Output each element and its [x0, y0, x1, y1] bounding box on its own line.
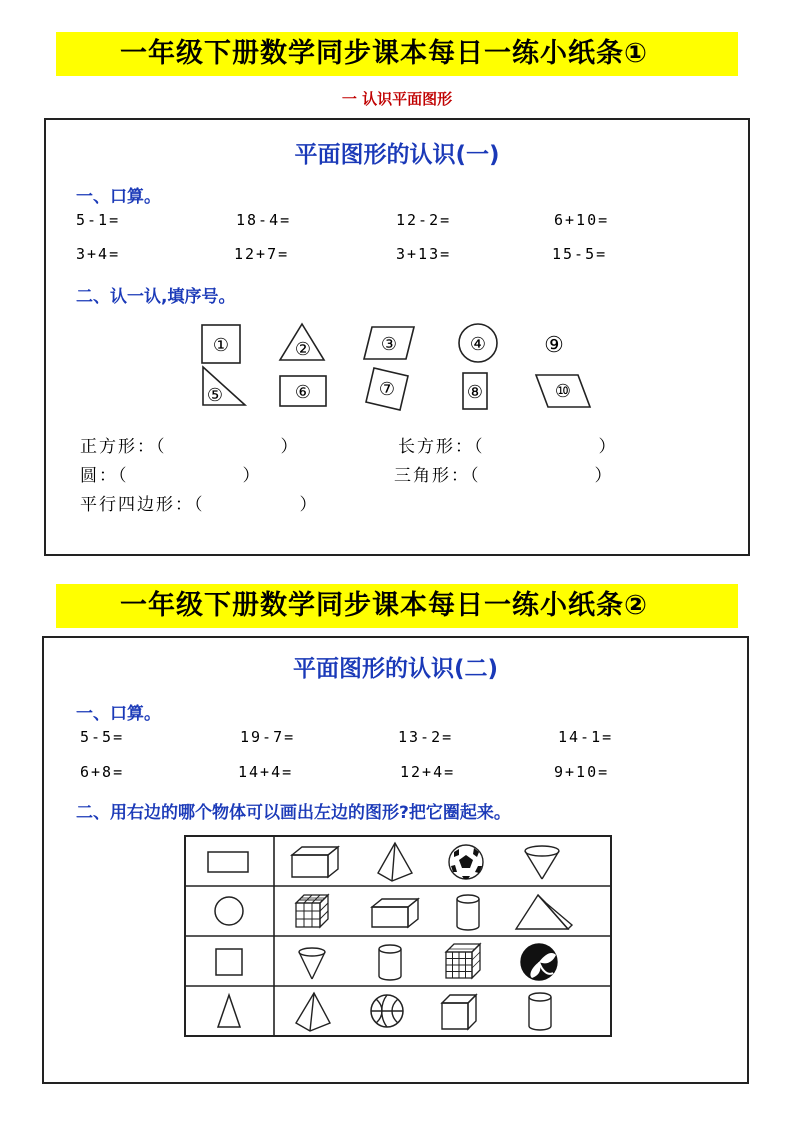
unit-title: 一 认识平面图形	[341, 90, 453, 108]
question-1-heading: 一、口算。	[76, 187, 161, 207]
circle-icon	[215, 897, 243, 925]
worksheet-1-title: 平面图形的认识(一)	[294, 142, 500, 168]
triangle-shape-2	[279, 322, 325, 362]
calc-item: 5-5=	[80, 728, 125, 746]
fill-rectangle: 长方形：（ ）	[398, 437, 618, 457]
rectangle-shape-6	[279, 375, 327, 407]
banner-sheet-2: 一年级下册数学同步课本每日一练小纸条②	[56, 584, 738, 628]
cuboid-icon[interactable]	[372, 899, 418, 927]
cylinder-icon[interactable]	[457, 895, 479, 930]
cone-icon[interactable]	[525, 846, 559, 879]
square-shape-1	[201, 324, 241, 364]
soccer-ball-icon[interactable]	[449, 845, 483, 879]
triangular-prism-icon[interactable]	[516, 895, 572, 929]
calc-item: 14-1=	[558, 728, 614, 746]
worksheet-2-title: 平面图形的认识(二)	[292, 656, 499, 682]
cone-icon[interactable]	[299, 948, 325, 979]
triangle-icon	[218, 995, 240, 1027]
rubik-cube-icon[interactable]	[446, 944, 480, 978]
shape-number: ⑩	[554, 381, 572, 402]
shape-number: ⑥	[294, 382, 312, 403]
calc-item: 18-4=	[236, 211, 292, 229]
calc-item: 12+7=	[234, 245, 290, 263]
shape-number: ①	[212, 335, 230, 356]
calc-item: 13-2=	[398, 728, 454, 746]
calc-item: 19-7=	[240, 728, 296, 746]
question-2-heading: 二、用右边的哪个物体可以画出左边的图形?把它圈起来。	[76, 803, 511, 823]
cylinder-icon[interactable]	[379, 945, 401, 980]
calc-item: 12-2=	[396, 211, 452, 229]
calc-item: 6+8=	[80, 763, 125, 781]
rectangle-shape-8	[462, 372, 488, 410]
cube-icon[interactable]	[442, 995, 476, 1029]
parallelogram-shape-3	[362, 325, 416, 361]
square-icon	[216, 949, 242, 975]
calc-item: 12+4=	[400, 763, 456, 781]
fill-triangle: 三角形：（ ）	[394, 466, 614, 486]
basketball-icon[interactable]	[371, 995, 403, 1027]
calc-item: 9+10=	[554, 763, 610, 781]
shape-number: ⑦	[378, 379, 396, 400]
parallelogram-shape-10	[534, 373, 592, 409]
banner-sheet-1: 一年级下册数学同步课本每日一练小纸条①	[56, 32, 738, 76]
fill-square: 正方形：（ ）	[80, 437, 300, 457]
shape-number: ④	[469, 334, 487, 355]
pyramid-icon[interactable]	[296, 993, 330, 1031]
calc-item: 14+4=	[238, 763, 294, 781]
shape-object-table	[184, 835, 612, 1037]
question-2-heading: 二、认一认,填序号。	[76, 287, 236, 307]
calc-item: 15-5=	[552, 245, 608, 263]
worksheet-1	[44, 118, 750, 556]
shape-number: ③	[380, 334, 398, 355]
fill-parallelogram: 平行四边形：（ ）	[80, 495, 319, 515]
cuboid-icon[interactable]	[292, 847, 338, 877]
shape-number: ⑨	[544, 333, 564, 358]
pyramid-icon[interactable]	[378, 843, 412, 881]
calc-item: 3+4=	[76, 245, 121, 263]
rubik-cube-icon[interactable]	[296, 895, 328, 927]
calc-item: 5-1=	[76, 211, 121, 229]
calc-item: 3+13=	[396, 245, 452, 263]
question-1-heading: 一、口算。	[76, 704, 161, 724]
circle-shape-4	[457, 322, 499, 364]
square-shape-7	[364, 366, 410, 412]
triangle-shape-5	[201, 365, 247, 407]
cylinder-icon[interactable]	[529, 993, 551, 1030]
fill-circle: 圆：（ ）	[80, 466, 262, 486]
calc-item: 6+10=	[554, 211, 610, 229]
number-9-shape	[541, 332, 567, 358]
shape-number: ⑧	[466, 382, 484, 403]
volleyball-icon[interactable]	[521, 944, 557, 980]
shape-number: ②	[294, 339, 312, 360]
shape-number: ⑤	[206, 385, 224, 406]
rectangle-icon	[208, 852, 248, 872]
